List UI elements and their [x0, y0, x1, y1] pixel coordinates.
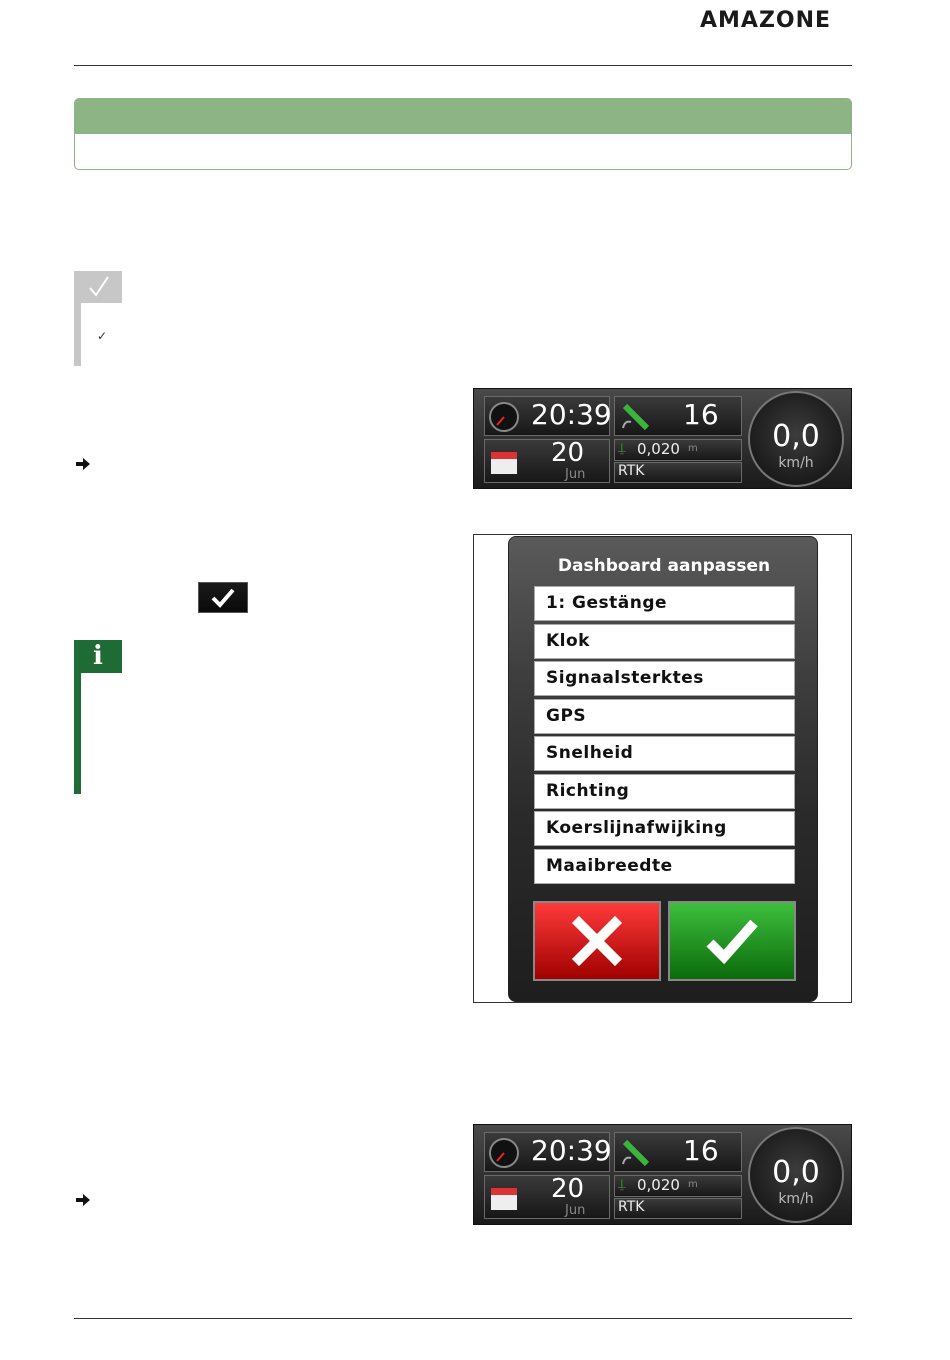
accuracy-unit: m	[688, 443, 698, 454]
speed-value: 0,0	[772, 419, 820, 454]
accuracy-cell	[614, 1175, 742, 1197]
result-arrow-icon	[76, 1194, 90, 1210]
confirm-check-icon	[704, 915, 760, 967]
accuracy-unit: m	[688, 1179, 698, 1190]
footer-rule	[74, 1318, 852, 1319]
accuracy-value: 0,020	[637, 1176, 680, 1194]
fix-cell	[614, 462, 742, 483]
speed-unit: km/h	[778, 455, 814, 471]
fix-type: RTK	[618, 463, 645, 479]
clock-icon	[488, 1137, 520, 1169]
date-month: Jun	[565, 467, 586, 482]
info-icon: i	[74, 640, 122, 673]
calendar-icon	[489, 446, 519, 476]
dashboard-widget-result[interactable]	[473, 1124, 852, 1225]
dashboard-widget[interactable]	[473, 388, 852, 489]
speed-gauge	[748, 1127, 844, 1223]
inline-confirm-button-icon	[198, 582, 248, 613]
dialog-title: Dashboard aanpassen	[557, 556, 771, 576]
satellite-icon	[619, 1136, 653, 1170]
clock-time: 20:39	[531, 1134, 612, 1167]
signal-icon: ⍊	[618, 1177, 626, 1192]
calendar-icon	[489, 1182, 519, 1212]
menu-item-koerslijnafwijking[interactable]: Koerslijnafwijking	[534, 811, 795, 846]
menu-item-maaibreedte[interactable]: Maaibreedte	[534, 849, 795, 884]
speed-gauge	[748, 391, 844, 487]
date-cell	[484, 439, 610, 483]
fix-cell	[614, 1198, 742, 1219]
menu-item-gestaenge[interactable]: 1: Gestänge	[534, 586, 795, 621]
date-month: Jun	[565, 1203, 586, 1218]
section-title-box	[74, 98, 852, 170]
speed-value: 0,0	[772, 1155, 820, 1190]
satellite-count: 16	[683, 1134, 719, 1167]
dashboard-dialog	[508, 536, 818, 1002]
prerequisite-bullet: ✓	[97, 329, 108, 343]
date-day: 20	[551, 438, 585, 468]
signal-icon: ⍊	[618, 441, 626, 456]
section-title-band	[75, 99, 851, 134]
satellite-cell	[614, 396, 742, 436]
prerequisite-check-icon	[74, 271, 122, 303]
satellite-count: 16	[683, 398, 719, 431]
brand-logo: AMAZONE	[700, 8, 832, 33]
date-cell	[484, 1175, 610, 1219]
cancel-button[interactable]	[533, 901, 661, 981]
date-day: 20	[551, 1174, 585, 1204]
clock-time: 20:39	[531, 398, 612, 431]
result-arrow-icon	[76, 458, 90, 474]
menu-item-snelheid[interactable]: Snelheid	[534, 736, 795, 771]
menu-item-richting[interactable]: Richting	[534, 774, 795, 809]
accuracy-value: 0,020	[637, 440, 680, 458]
fix-type: RTK	[618, 1199, 645, 1215]
accuracy-cell	[614, 439, 742, 461]
satellite-icon	[619, 400, 653, 434]
clock-cell	[484, 396, 610, 436]
menu-item-gps[interactable]: GPS	[534, 699, 795, 734]
cancel-x-icon	[569, 915, 625, 967]
menu-item-klok[interactable]: Klok	[534, 624, 795, 659]
clock-icon	[488, 401, 520, 433]
satellite-cell	[614, 1132, 742, 1172]
header-rule	[74, 65, 852, 66]
speed-unit: km/h	[778, 1191, 814, 1207]
clock-cell	[484, 1132, 610, 1172]
confirm-button[interactable]	[668, 901, 796, 981]
menu-item-signaalsterktes[interactable]: Signaalsterktes	[534, 661, 795, 696]
